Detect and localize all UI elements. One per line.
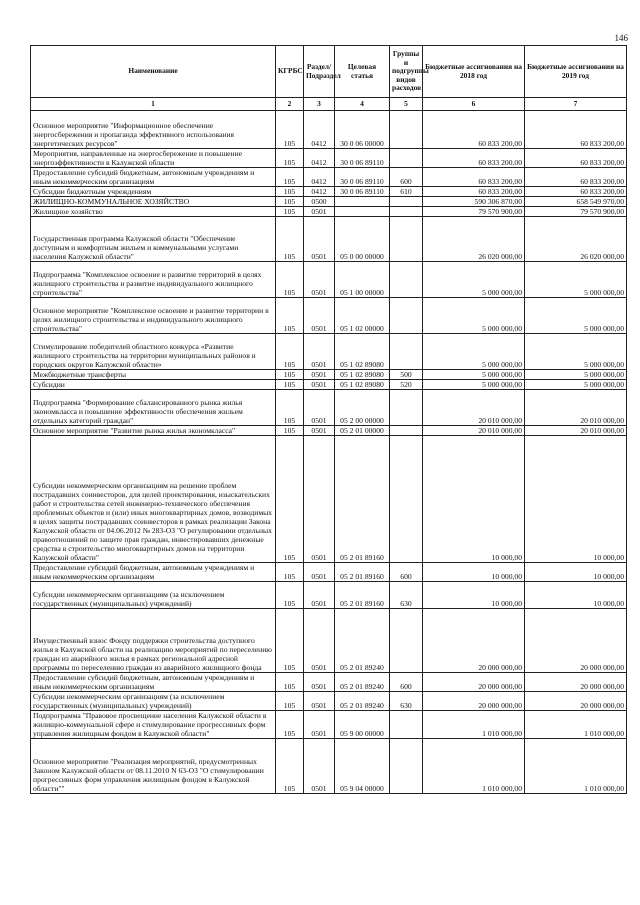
row-budget-2019-cell: 658 549 970,00 [525, 197, 627, 207]
row-group-cell: 520 [390, 380, 423, 390]
row-target-cell: 05 9 00 00000 [335, 711, 390, 739]
row-target-cell: 05 2 01 89160 [335, 563, 390, 582]
row-target-cell: 05 1 02 89080 [335, 334, 390, 370]
row-budget-2019-cell: 5 000 000,00 [525, 298, 627, 334]
row-target-cell: 05 1 02 00000 [335, 298, 390, 334]
row-group-cell: 630 [390, 692, 423, 711]
row-group-cell [390, 111, 423, 149]
row-ktrbs-cell: 105 [276, 711, 304, 739]
row-budget-2019-cell: 79 570 900,00 [525, 207, 627, 217]
row-group-cell [390, 390, 423, 426]
row-name-cell: ЖИЛИЩНО-КОММУНАЛЬНОЕ ХОЗЯЙСТВО [31, 197, 276, 207]
table-row [31, 609, 627, 673]
row-target-cell: 05 2 01 89240 [335, 609, 390, 673]
row-name-cell: Предоставление субсидий бюджетным, автономным учреждениям и иным некоммерческим организациям [31, 168, 276, 187]
row-group-cell: 600 [390, 563, 423, 582]
row-group-cell: 630 [390, 582, 423, 609]
row-budget-2019-cell: 5 000 000,00 [525, 262, 627, 298]
row-group-cell [390, 739, 423, 794]
row-budget-2019-cell: 10 000,00 [525, 436, 627, 563]
row-budget-2018-cell: 20 000 000,00 [423, 692, 525, 711]
row-budget-2018-cell: 20 010 000,00 [423, 426, 525, 436]
row-budget-2018-cell: 60 833 200,00 [423, 187, 525, 197]
row-ktrbs-cell: 105 [276, 609, 304, 673]
row-budget-2018-cell: 26 020 000,00 [423, 217, 525, 262]
page-number: 146 [614, 33, 628, 43]
row-group-cell [390, 334, 423, 370]
table-row [31, 217, 627, 262]
row-target-cell: 05 1 02 89080 [335, 380, 390, 390]
row-budget-2019-cell: 5 000 000,00 [525, 334, 627, 370]
row-group-cell [390, 298, 423, 334]
row-budget-2018-cell: 20 000 000,00 [423, 609, 525, 673]
row-budget-2019-cell: 20 000 000,00 [525, 692, 627, 711]
row-name-cell: Подпрограмма "Правовое просвещение населения Калужской области в жилищно-коммунальной сфере и стимулирование прогрессивных форм управления жилищным фондом в Калужской области" [31, 711, 276, 739]
row-budget-2019-cell: 26 020 000,00 [525, 217, 627, 262]
row-name-cell: Субсидии некоммерческим организациям (за исключением государственных (муниципальных) учреждений) [31, 582, 276, 609]
row-group-cell [390, 436, 423, 563]
column-index-row [31, 98, 627, 111]
row-budget-2018-cell: 20 010 000,00 [423, 390, 525, 426]
row-name-cell: Стимулирование победителей областного конкурса «Развитие жилищного строительства на территории муниципальных районов и городских округов Калужской области» [31, 334, 276, 370]
row-ktrbs-cell: 105 [276, 187, 304, 197]
header-name: Наименование [31, 46, 276, 98]
row-group-cell [390, 426, 423, 436]
header-expense-groups: Группы и подгруппы видов расходов [390, 46, 423, 98]
row-group-cell: 610 [390, 187, 423, 197]
row-budget-2018-cell: 10 000,00 [423, 563, 525, 582]
column-index: 2 [276, 98, 304, 111]
row-ktrbs-cell: 105 [276, 149, 304, 168]
row-group-cell: 500 [390, 370, 423, 380]
row-section-cell: 0501 [304, 390, 335, 426]
row-budget-2018-cell: 20 000 000,00 [423, 673, 525, 692]
row-name-cell: Подпрограмма "Формирование сбалансированного рынка жилья экономкласса и повышение эффективности обеспечения жильем отдельных категорий граждан" [31, 390, 276, 426]
row-target-cell: 05 9 04 00000 [335, 739, 390, 794]
row-name-cell: Основное мероприятие "Комплексное освоение и развитие территории в целях жилищного строительства и индивидуального жилищного строительства" [31, 298, 276, 334]
row-budget-2018-cell: 60 833 200,00 [423, 149, 525, 168]
row-section-cell: 0412 [304, 187, 335, 197]
row-section-cell: 0501 [304, 673, 335, 692]
table-row [31, 563, 627, 582]
row-name-cell: Межбюджетные трансферты [31, 370, 276, 380]
row-target-cell: 05 2 01 89160 [335, 582, 390, 609]
column-index: 3 [304, 98, 335, 111]
row-name-cell: Жилищное хозяйство [31, 207, 276, 217]
row-ktrbs-cell: 105 [276, 673, 304, 692]
row-budget-2018-cell: 5 000 000,00 [423, 298, 525, 334]
row-name-cell: Основное мероприятие "Реализация мероприятий, предусмотренных Законом Калужской области от 08.11.2010 N 63-ОЗ "О стимулировании прогрессивных форм управления жилищным фондом в Калужской области"" [31, 739, 276, 794]
table-row [31, 262, 627, 298]
row-target-cell: 05 2 01 89240 [335, 673, 390, 692]
row-budget-2019-cell: 60 833 200,00 [525, 111, 627, 149]
row-name-cell: Мероприятия, направленные на энергосбережение и повышение энергоэффективности в Калужской области [31, 149, 276, 168]
table-row [31, 673, 627, 692]
row-budget-2018-cell: 5 000 000,00 [423, 334, 525, 370]
header-ktrbs: КГРБС [276, 46, 304, 98]
row-budget-2019-cell: 5 000 000,00 [525, 380, 627, 390]
column-index: 5 [390, 98, 423, 111]
column-index: 7 [525, 98, 627, 111]
row-budget-2019-cell: 60 833 200,00 [525, 149, 627, 168]
header-budget-2018: Бюджетные ассигнования на 2018 год [423, 46, 525, 98]
row-target-cell: 05 2 01 89160 [335, 436, 390, 563]
table-row [31, 582, 627, 609]
row-target-cell: 30 0 06 00000 [335, 111, 390, 149]
row-budget-2018-cell: 590 306 870,00 [423, 197, 525, 207]
table-row [31, 370, 627, 380]
row-section-cell: 0501 [304, 262, 335, 298]
row-ktrbs-cell: 105 [276, 207, 304, 217]
row-group-cell [390, 711, 423, 739]
row-ktrbs-cell: 105 [276, 380, 304, 390]
row-ktrbs-cell: 105 [276, 168, 304, 187]
row-section-cell: 0501 [304, 582, 335, 609]
header-budget-2019: Бюджетные ассигнования на 2019 год [525, 46, 627, 98]
row-group-cell [390, 262, 423, 298]
row-budget-2019-cell: 10 000,00 [525, 582, 627, 609]
row-section-cell: 0500 [304, 197, 335, 207]
row-target-cell: 05 1 00 00000 [335, 262, 390, 298]
table-row [31, 711, 627, 739]
row-budget-2019-cell: 10 000,00 [525, 563, 627, 582]
row-group-cell: 600 [390, 673, 423, 692]
row-section-cell: 0501 [304, 563, 335, 582]
table-row [31, 380, 627, 390]
row-name-cell: Подпрограмма "Комплексное освоение и развитие территорий в целях жилищного строительства и развитие индивидуального жилищного строительства" [31, 262, 276, 298]
row-target-cell: 05 2 01 89240 [335, 692, 390, 711]
row-budget-2019-cell: 1 010 000,00 [525, 711, 627, 739]
row-budget-2019-cell: 20 010 000,00 [525, 390, 627, 426]
header-section: Раздел/ Подраздел [304, 46, 335, 98]
row-name-cell: Субсидии [31, 380, 276, 390]
row-ktrbs-cell: 105 [276, 426, 304, 436]
row-budget-2018-cell: 1 010 000,00 [423, 711, 525, 739]
row-section-cell: 0501 [304, 207, 335, 217]
row-section-cell: 0501 [304, 711, 335, 739]
row-section-cell: 0501 [304, 370, 335, 380]
row-group-cell [390, 217, 423, 262]
header-target-article: Целевая статья [335, 46, 390, 98]
row-section-cell: 0501 [304, 380, 335, 390]
row-ktrbs-cell: 105 [276, 111, 304, 149]
row-group-cell [390, 149, 423, 168]
row-budget-2018-cell: 5 000 000,00 [423, 380, 525, 390]
row-name-cell: Имущественный взнос Фонду поддержки строительства доступного жилья в Калужской области на реализацию мероприятий по переселению граждан из аварийного жилья в рамках региональной адресной программы по переселению граждан из аварийного жилищного фонда [31, 609, 276, 673]
row-section-cell: 0501 [304, 298, 335, 334]
row-section-cell: 0501 [304, 334, 335, 370]
row-budget-2019-cell: 20 000 000,00 [525, 609, 627, 673]
table-row [31, 739, 627, 794]
row-section-cell: 0412 [304, 168, 335, 187]
row-ktrbs-cell: 105 [276, 334, 304, 370]
table-row [31, 692, 627, 711]
table-row [31, 111, 627, 149]
row-target-cell: 30 0 06 89110 [335, 149, 390, 168]
row-budget-2019-cell: 60 833 200,00 [525, 187, 627, 197]
header-row [31, 46, 627, 98]
row-budget-2018-cell: 5 000 000,00 [423, 370, 525, 380]
row-target-cell: 30 0 06 89110 [335, 187, 390, 197]
row-ktrbs-cell: 105 [276, 739, 304, 794]
row-section-cell: 0501 [304, 609, 335, 673]
row-ktrbs-cell: 105 [276, 370, 304, 380]
row-ktrbs-cell: 105 [276, 217, 304, 262]
row-ktrbs-cell: 105 [276, 582, 304, 609]
column-index: 6 [423, 98, 525, 111]
column-index: 4 [335, 98, 390, 111]
row-budget-2018-cell: 10 000,00 [423, 436, 525, 563]
row-budget-2018-cell: 60 833 200,00 [423, 168, 525, 187]
row-ktrbs-cell: 105 [276, 390, 304, 426]
row-name-cell: Предоставление субсидий бюджетным, автономным учреждениям и иным некоммерческим организациям [31, 563, 276, 582]
row-target-cell: 05 1 02 89080 [335, 370, 390, 380]
row-budget-2019-cell: 60 833 200,00 [525, 168, 627, 187]
table-row [31, 168, 627, 187]
table-row [31, 334, 627, 370]
row-budget-2018-cell: 60 833 200,00 [423, 111, 525, 149]
row-ktrbs-cell: 105 [276, 197, 304, 207]
row-target-cell [335, 207, 390, 217]
row-budget-2018-cell: 1 010 000,00 [423, 739, 525, 794]
row-ktrbs-cell: 105 [276, 262, 304, 298]
row-budget-2018-cell: 79 570 900,00 [423, 207, 525, 217]
row-name-cell: Субсидии некоммерческим организациям на решение проблем пострадавших соинвесторов, для целей проектирования, изыскательских работ и строительства сетей инженерно-технического обеспечения проблемных объектов и (или) иных многоквартирных домов, возводимых в целях защиты пострадавших соинвесторов в рамках реализации Закона Калужской области от 04.06.2012 № 283-ОЗ "О регулировании отдельных правоотношений по защите прав граждан, инвестировавших денежные средства в строительство многоквартирных домов на территории Калужской области" [31, 436, 276, 563]
row-budget-2018-cell: 10 000,00 [423, 582, 525, 609]
row-group-cell: 600 [390, 168, 423, 187]
row-target-cell: 05 2 01 00000 [335, 426, 390, 436]
table-row [31, 436, 627, 563]
row-section-cell: 0501 [304, 739, 335, 794]
row-target-cell: 30 0 06 89110 [335, 168, 390, 187]
row-budget-2018-cell: 5 000 000,00 [423, 262, 525, 298]
row-target-cell [335, 197, 390, 207]
table-row [31, 390, 627, 426]
row-name-cell: Основное мероприятие "Информационное обеспечение энергосбережения и пропаганда эффективного использования энергетических ресурсов" [31, 111, 276, 149]
row-group-cell [390, 197, 423, 207]
row-name-cell: Основное мероприятие "Развитие рынка жилья экономкласса" [31, 426, 276, 436]
row-name-cell: Предоставление субсидий бюджетным, автономным учреждениям и иным некоммерческим организациям [31, 673, 276, 692]
row-section-cell: 0412 [304, 111, 335, 149]
row-section-cell: 0412 [304, 149, 335, 168]
row-target-cell: 05 0 00 00000 [335, 217, 390, 262]
row-budget-2019-cell: 20 000 000,00 [525, 673, 627, 692]
row-section-cell: 0501 [304, 426, 335, 436]
row-target-cell: 05 2 00 00000 [335, 390, 390, 426]
budget-table [30, 45, 627, 794]
row-name-cell: Субсидии бюджетным учреждениям [31, 187, 276, 197]
row-ktrbs-cell: 105 [276, 692, 304, 711]
table-row [31, 187, 627, 197]
row-name-cell: Субсидии некоммерческим организациям (за исключением государственных (муниципальных) учреждений) [31, 692, 276, 711]
table-row [31, 197, 627, 207]
table-row [31, 298, 627, 334]
row-ktrbs-cell: 105 [276, 436, 304, 563]
row-budget-2019-cell: 5 000 000,00 [525, 370, 627, 380]
table-row [31, 426, 627, 436]
row-section-cell: 0501 [304, 692, 335, 711]
column-index: 1 [31, 98, 276, 111]
table-row [31, 149, 627, 168]
row-budget-2019-cell: 1 010 000,00 [525, 739, 627, 794]
row-section-cell: 0501 [304, 436, 335, 563]
row-budget-2019-cell: 20 010 000,00 [525, 426, 627, 436]
row-ktrbs-cell: 105 [276, 563, 304, 582]
row-group-cell [390, 609, 423, 673]
row-group-cell [390, 207, 423, 217]
row-section-cell: 0501 [304, 217, 335, 262]
table-row [31, 207, 627, 217]
row-name-cell: Государственная программа Калужской области "Обеспечение доступным и комфортным жильем и коммунальными услугами населения Калужской области" [31, 217, 276, 262]
row-ktrbs-cell: 105 [276, 298, 304, 334]
